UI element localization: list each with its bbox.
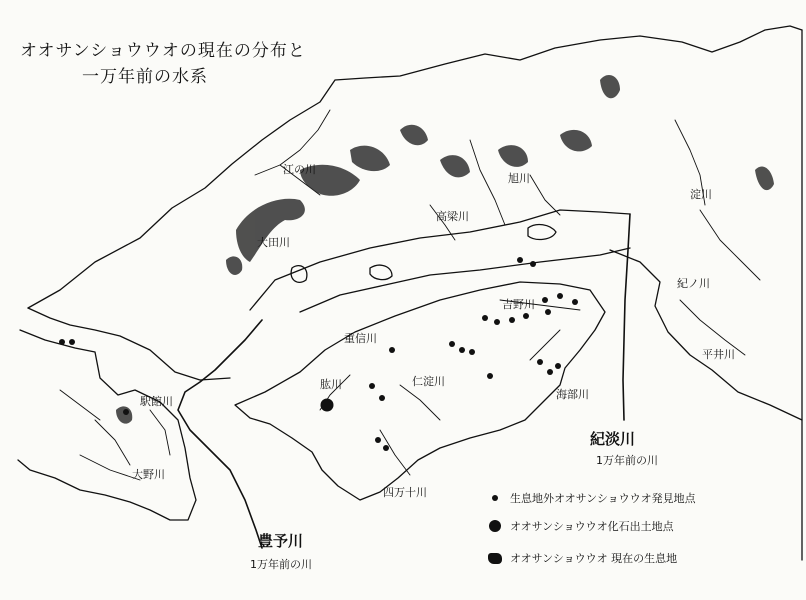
river-label-hijikawa: 肱川	[320, 378, 342, 391]
ancient-river-hoyo-note: 1万年前の川	[250, 558, 312, 571]
fossil-site	[321, 399, 334, 412]
ancient-river-hoyo: 豊予川	[258, 532, 304, 550]
island	[528, 225, 556, 240]
kyushu-coast	[18, 330, 196, 520]
map-title-line1: オオサンショウウオの現在の分布と	[20, 41, 306, 61]
habitat-area	[400, 125, 428, 145]
river-label-otagawa: 大田川	[257, 236, 290, 249]
habitat-area	[116, 406, 132, 423]
habitat-area	[226, 256, 242, 275]
habitat-area	[236, 199, 305, 262]
central-channel	[300, 248, 630, 312]
ancient-river-kitan: 紀淡川	[590, 430, 636, 448]
inland-north-shore	[250, 210, 630, 310]
river-label-shigenobu: 重信川	[344, 332, 377, 345]
legend-label: 生息地外オオサンショウウオ発見地点	[510, 492, 696, 505]
river-label-kinokawa: 紀ノ川	[677, 277, 710, 290]
habitat-area	[600, 75, 620, 98]
legend-label: オオサンショウウオ化石出土地点	[510, 520, 674, 533]
legend-item-outside-habitat	[484, 490, 696, 506]
river-label-enokawa: 江の川	[283, 163, 316, 176]
river-label-ono: 大野川	[132, 468, 165, 481]
legend-label: オオサンショウウオ 現在の生息地	[510, 552, 678, 565]
river-label-hirai: 平井川	[702, 348, 735, 361]
habitat-area	[560, 130, 592, 152]
habitat-area	[755, 166, 774, 190]
shikoku-coast	[235, 282, 605, 500]
habitat-area	[350, 146, 390, 172]
small-dot-icon	[484, 495, 506, 501]
island	[370, 265, 392, 279]
map-title-line2: 一万年前の水系	[82, 67, 208, 87]
legend-item-habitat	[484, 550, 677, 566]
river-label-ekikan: 駅館川	[140, 395, 173, 408]
large-dot-icon	[484, 520, 506, 532]
island	[291, 266, 307, 283]
river-label-takahashi: 高梁川	[436, 210, 469, 223]
river-label-niyodo: 仁淀川	[412, 375, 445, 388]
habitat-area	[440, 155, 470, 177]
legend-item-fossil	[484, 518, 674, 534]
river-label-yodogawa: 淀川	[690, 188, 712, 201]
ancient-river-kitan-note: 1万年前の川	[596, 454, 658, 467]
river-label-asahikawa: 旭川	[508, 172, 530, 185]
river-label-kaifu: 海部川	[556, 388, 589, 401]
kitan-channel	[623, 214, 630, 420]
habitat-area	[498, 145, 528, 167]
river-label-yoshinogawa: 吉野川	[502, 298, 535, 311]
habitat-swatch-icon	[484, 553, 506, 564]
river-label-shimanto: 四万十川	[383, 486, 427, 499]
